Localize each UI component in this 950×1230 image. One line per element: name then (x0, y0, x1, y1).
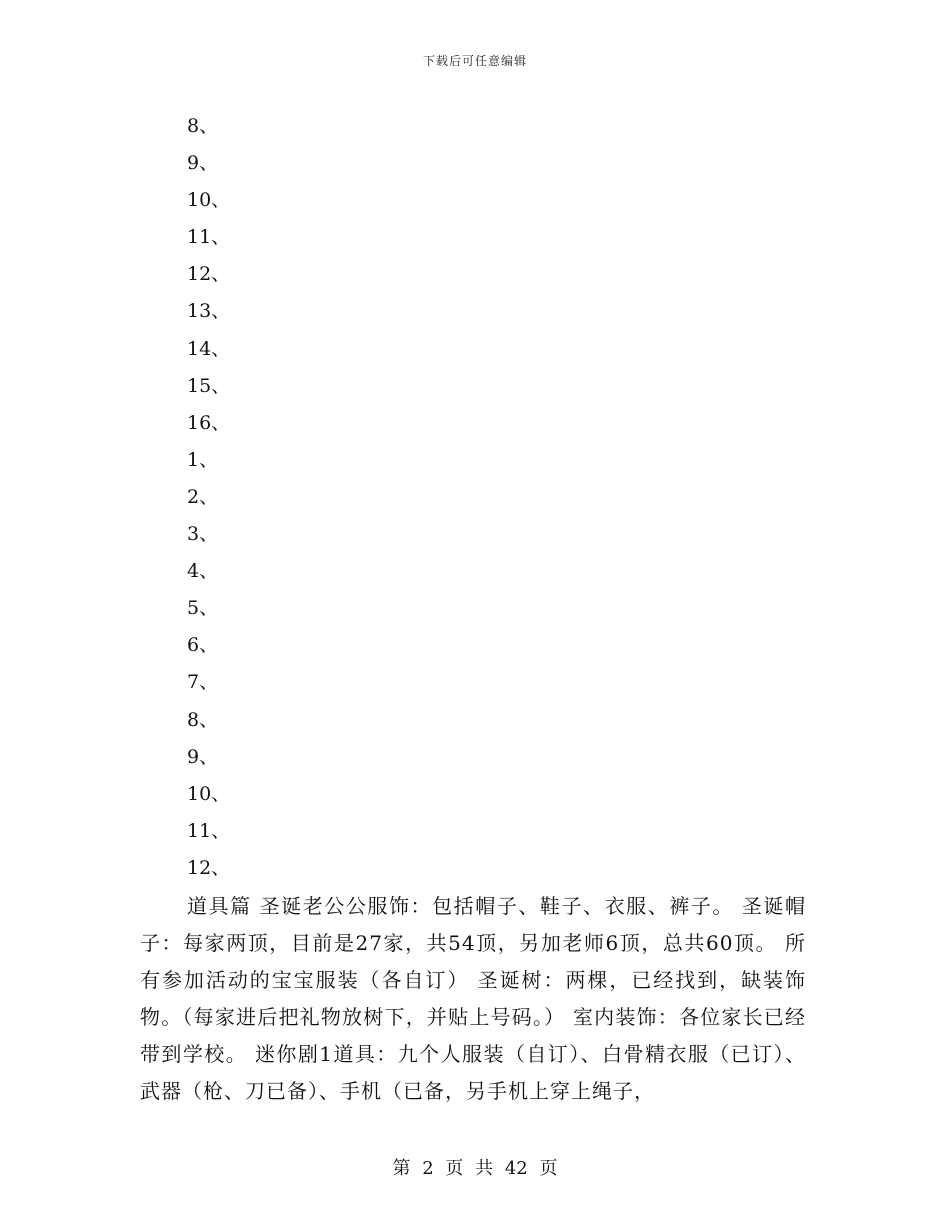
list-item: 12、 (187, 856, 231, 879)
list-item: 13、 (187, 300, 231, 323)
list-item: 15、 (187, 374, 231, 397)
list-item: 7、 (187, 671, 219, 694)
list-item: 11、 (187, 226, 231, 249)
list-item: 5、 (187, 597, 219, 620)
list-item: 11、 (187, 819, 231, 842)
list-item: 10、 (187, 782, 231, 805)
list-item: 2、 (187, 485, 219, 508)
numbered-list (187, 114, 230, 893)
list-item: 8、 (187, 708, 219, 731)
body-paragraph: 道具篇 圣诞老公公服饰：包括帽子、鞋子、衣服、裤子。 圣诞帽子：每家两顶，目前是27家，共54顶，另加老师6顶，总共60顶。 所有参加活动的宝宝服装（各自订） 圣诞树：两棵，已经找到，缺装饰物。（每家进后把礼物放树下，并贴上号码。） 室内装饰：各位家长已经带到学校。 迷你剧1道具：九个人服装（自订）、白骨精衣服（已订）、武器（枪、刀已备）、手机（已备，另手机上穿上绳子， (140, 894, 806, 1103)
list-item: 1、 (187, 448, 219, 471)
list-item: 3、 (187, 523, 219, 546)
list-item: 14、 (187, 337, 231, 360)
list-item: 16、 (187, 411, 231, 434)
list-item: 8、 (187, 115, 219, 137)
list-item: 6、 (187, 634, 219, 657)
list-item: 4、 (187, 560, 219, 583)
list-item: 12、 (187, 263, 231, 286)
page-header: 下载后可任意编辑 (422, 54, 527, 68)
list-item: 9、 (187, 745, 219, 768)
list-item: 9、 (187, 152, 219, 175)
page-footer: 第 2 页 共 42 页 (392, 1158, 558, 1179)
list-item: 10、 (187, 189, 231, 212)
